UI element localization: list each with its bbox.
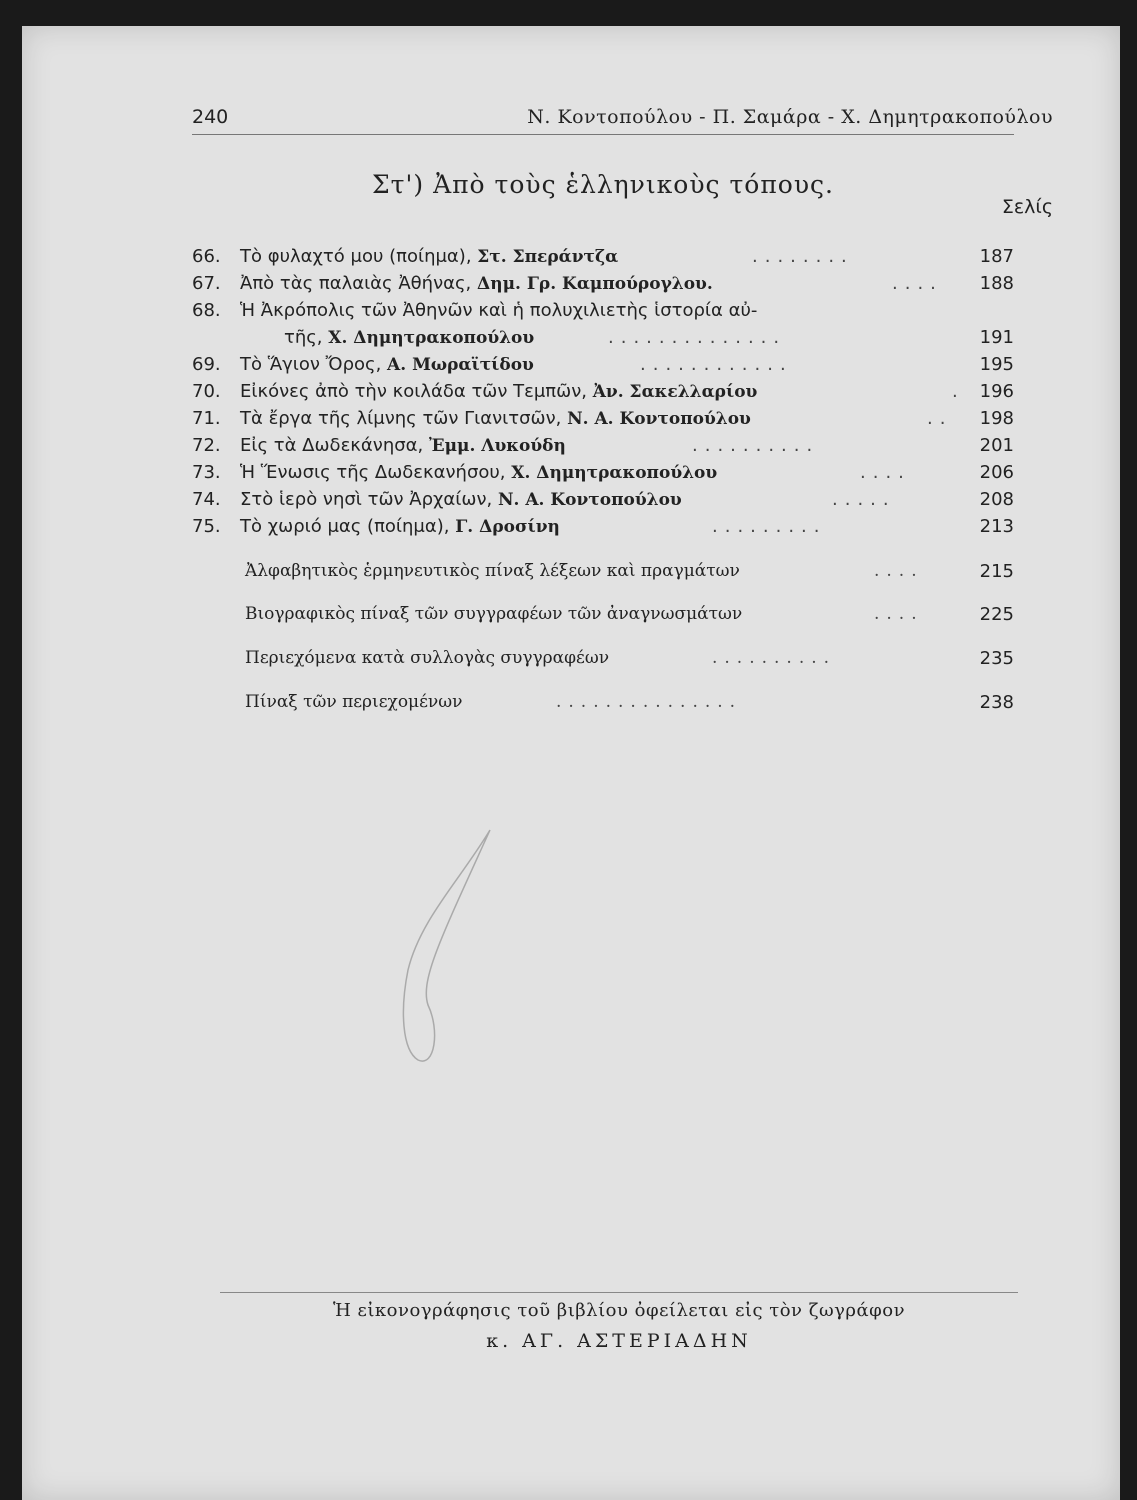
entry-title: Εἰκόνες ἀπὸ τὴν κοιλάδα τῶν Τεμπῶν, (240, 381, 587, 402)
toc-entry (192, 435, 1014, 462)
entry-page: 206 (979, 462, 1014, 483)
toc-entry (192, 273, 1014, 300)
toc-entry (192, 300, 1014, 327)
entry-title: Τὸ χωριό μας (ποίημα), (240, 516, 450, 537)
appendix-entry (192, 692, 1014, 719)
leader-dots: .... (874, 604, 924, 624)
entry-number: 67. (192, 273, 221, 294)
leader-dots: .... (892, 273, 943, 294)
entry-title: Ἡ Ἕνωσις τῆς Δωδεκανήσου, (240, 462, 506, 483)
appendix-page: 238 (979, 692, 1014, 713)
pencil-scribble (380, 820, 500, 1080)
entry-title: Τὰ ἔργα τῆς λίμνης τῶν Γιανιτσῶν, (240, 408, 562, 429)
running-header: Ν. Κοντοπούλου - Π. Σαμάρα - Χ. Δημητρακοπούλου (527, 106, 1053, 128)
entry-page: 191 (979, 327, 1014, 348)
leader-dots: . (952, 381, 965, 402)
illustrator-name: κ. ΑΓ. ΑΣΤΕΡΙΑΔΗΝ (486, 1330, 752, 1352)
entry-author: Δημ. Γρ. Καμπούρογλου. (477, 274, 713, 294)
toc-entry (192, 516, 1014, 543)
entry-number: 74. (192, 489, 221, 510)
toc-entry (192, 381, 1014, 408)
leader-dots: .......... (692, 435, 820, 456)
footer-rule (220, 1292, 1018, 1293)
entry-title: Τὸ Ἅγιον Ὄρος, (240, 354, 382, 375)
leader-dots: ..... (832, 489, 896, 510)
toc-entry (192, 246, 1014, 273)
entry-number: 73. (192, 462, 221, 483)
entry-author: Στ. Σπεράντζα (477, 247, 619, 267)
leader-dots: .......... (712, 648, 837, 668)
appendix-title: Ἀλφαβητικὸς ἑρμηνευτικὸς πίναξ λέξεων καὶ πραγμάτων (245, 561, 740, 581)
appendix-page: 225 (979, 604, 1014, 625)
illustration-credit: Ἡ εἰκονογράφησις τοῦ βιβλίου ὀφείλεται εἰς τὸν ζωγράφον (332, 1300, 906, 1321)
entry-page: 196 (979, 381, 1014, 402)
toc-entry (192, 489, 1014, 516)
entry-title: Εἰς τὰ Δωδεκάνησα, (240, 435, 424, 456)
leader-dots: ......... (712, 516, 827, 537)
entry-title: Τὸ φυλαχτό μου (ποίημα), (240, 246, 472, 267)
entry-author: Ν. Α. Κοντοπούλου (497, 490, 682, 510)
entry-page: 195 (979, 354, 1014, 375)
toc-entry (192, 354, 1014, 381)
leader-dots: ............... (556, 692, 743, 712)
appendix-page: 235 (979, 648, 1014, 669)
entry-page: 213 (979, 516, 1014, 537)
entry-number: 72. (192, 435, 221, 456)
entry-author: Ν. Α. Κοντοπούλου (567, 409, 751, 429)
entry-author: Χ. Δημητρακοπούλου (511, 463, 718, 483)
entry-author: Α. Μωραϊτίδου (387, 355, 534, 375)
toc-entry (192, 327, 1014, 354)
leader-dots: ........ (752, 246, 854, 267)
entry-page: 198 (979, 408, 1014, 429)
entry-page: 188 (979, 273, 1014, 294)
entry-page: 187 (979, 246, 1014, 267)
entry-page: 208 (979, 489, 1014, 510)
page-column-heading: Σελίς (1001, 196, 1053, 218)
appendix-title: Περιεχόμενα κατὰ συλλογὰς συγγραφέων (245, 648, 610, 668)
entry-number: 75. (192, 516, 221, 537)
entry-number: 69. (192, 354, 221, 375)
leader-dots: .... (860, 462, 911, 483)
entry-author: Χ. Δημητρακοπούλου (328, 328, 535, 348)
header-rule (192, 134, 1014, 135)
leader-dots: .... (874, 561, 924, 581)
appendix-entry (192, 648, 1014, 675)
page-number: 240 (192, 106, 229, 128)
leader-dots: .. (927, 408, 953, 429)
appendix-page: 215 (979, 561, 1014, 582)
leader-dots: ............ (640, 354, 793, 375)
entry-author: Γ. Δροσίνη (455, 517, 560, 537)
section-title: Στ') Ἀπὸ τοὺς ἑλληνικοὺς τόπους. (371, 170, 834, 199)
entry-page: 201 (979, 435, 1014, 456)
appendix-entry (192, 561, 1014, 588)
entry-author: Ἐμμ. Λυκούδη (428, 436, 566, 456)
toc-entry (192, 462, 1014, 489)
toc-entry (192, 408, 1014, 435)
entry-number: 68. (192, 300, 221, 321)
entry-author: Ἀν. Σακελλαρίου (592, 382, 758, 402)
entry-title: Στὸ ἱερὸ νησὶ τῶν Ἀρχαίων, (240, 489, 493, 510)
entry-title: τῆς, (284, 327, 323, 348)
appendix-title: Βιογραφικὸς πίναξ τῶν συγγραφέων τῶν ἀναγνωσμάτων (245, 604, 743, 624)
leader-dots: .............. (608, 327, 787, 348)
entry-number: 70. (192, 381, 221, 402)
entry-title: Ἡ Ἀκρόπολις τῶν Ἀθηνῶν καὶ ἡ πολυχιλιετὴς ἱστορία αὐ- (240, 300, 758, 321)
entry-number: 66. (192, 246, 221, 267)
appendix-entry (192, 604, 1014, 631)
entry-number: 71. (192, 408, 221, 429)
entry-title: Ἀπὸ τὰς παλαιὰς Ἀθήνας, (240, 273, 472, 294)
appendix-title: Πίναξ τῶν περιεχομένων (245, 692, 463, 712)
